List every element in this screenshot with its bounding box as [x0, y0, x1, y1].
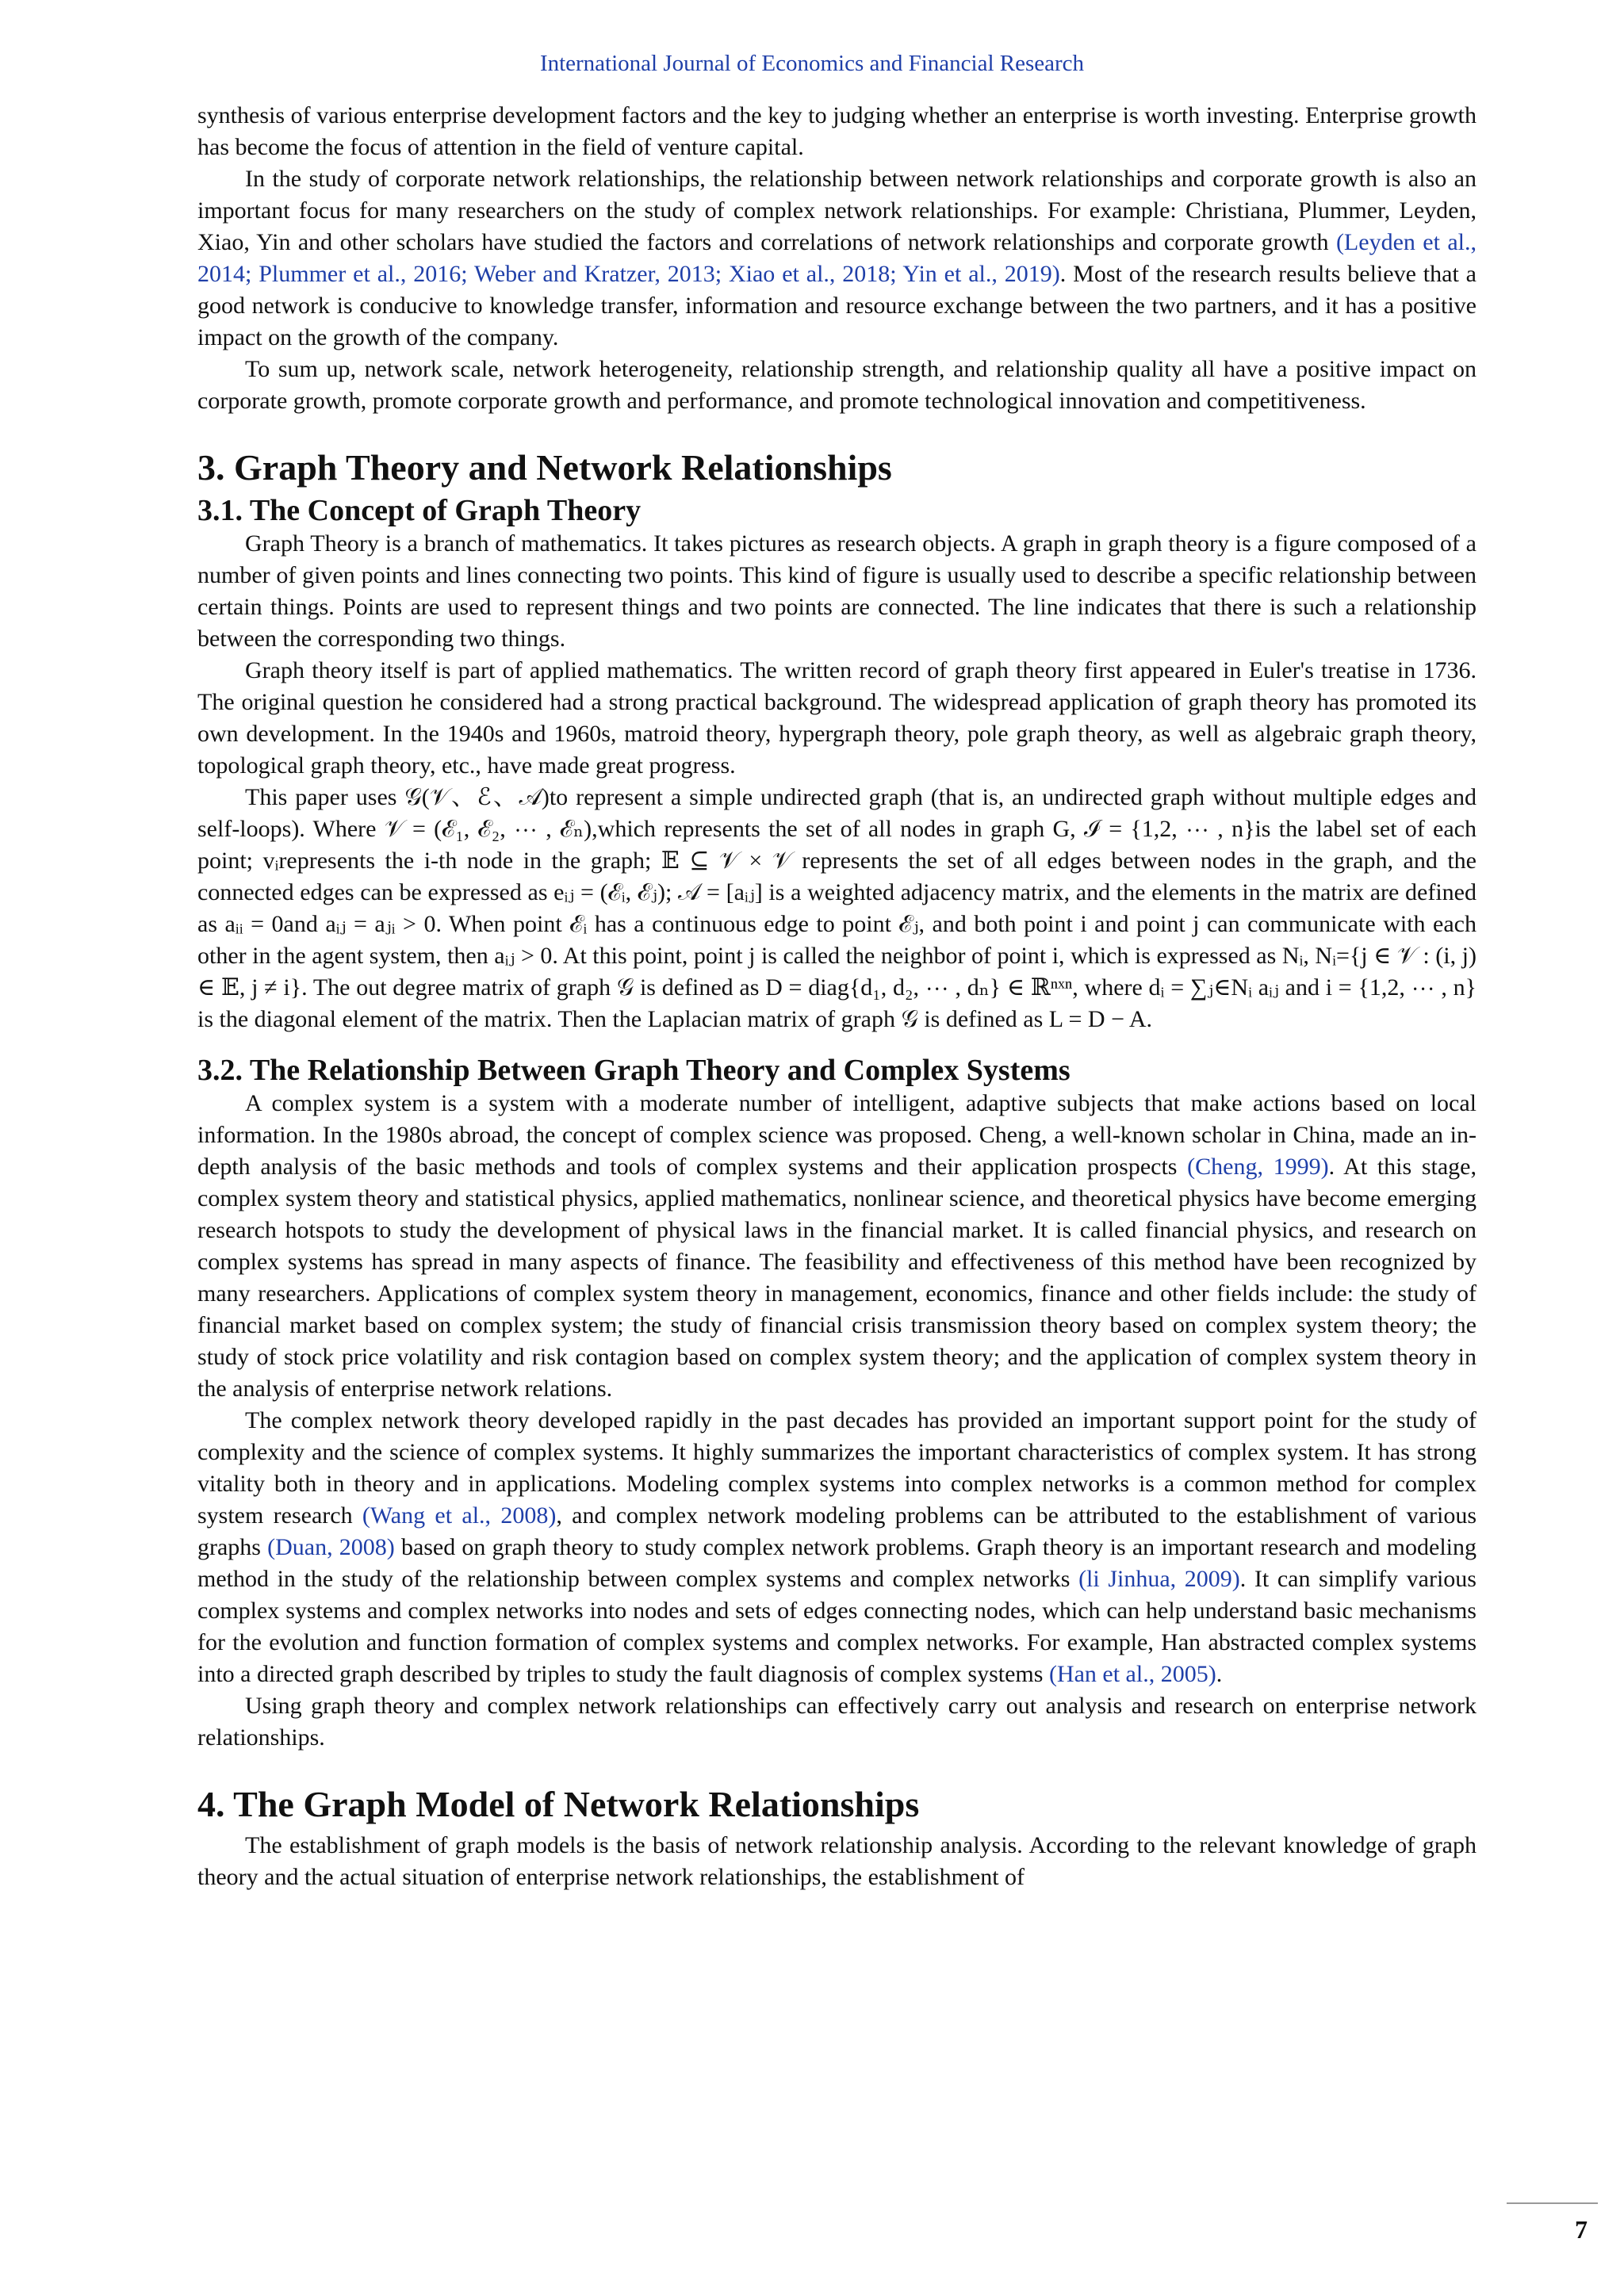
text-run: , and complex network modeling problems can be attributed to the establishment of various graphs — [197, 1502, 1477, 1560]
subsection-heading-3-2: 3.2. The Relationship Between Graph Theory and Complex Systems — [197, 1054, 1071, 1087]
citation-link[interactable]: (Duan, 2008) — [267, 1534, 395, 1560]
text-run: based on graph theory to study complex network problems. Graph theory is an important research and modeling method in the study of the relationship between complex systems and complex networks — [197, 1534, 1477, 1592]
citation-link[interactable]: (li Jinhua, 2009) — [1078, 1566, 1240, 1592]
footer-rule — [1507, 2202, 1598, 2204]
text-run: The complex network theory developed rapidly in the past decades has provided an important support point for the study of complexity and the science of complex systems. It highly summarizes the important characteristics of complex system. It has strong vitality both in theory and in applications. Modeling complex systems into complex networks is a common method for complex system research — [197, 1407, 1477, 1529]
text-run: A complex system is a system with a moderate number of intelligent, adaptive subjects that make actions based on local information. In the 1980s abroad, the concept of complex science was proposed. Cheng, a well-known scholar in China, made an in-depth analysis of the basic methods and tools of complex systems and their application prospects — [197, 1090, 1477, 1180]
paragraph-3-2-2 — [197, 1405, 1477, 1690]
journal-header: International Journal of Economics and Financial Research — [539, 51, 1085, 76]
text-run: . Most of the research results believe that a good network is conducive to knowledge transfer, information and resource exchange between the two partners, and it has a positive impact on the growth of the company. — [197, 261, 1477, 350]
text-run: . At this stage, complex system theory and statistical physics, applied mathematics, nonlinear science, and theoretical physics have become emerging research hotspots to study the development of physical laws in the financial market. It is called financial physics, and research on complex systems has spread in many aspects of finance. The feasibility and effectiveness of this method have been recognized by many researchers. Applications of complex system theory in management, economics, finance and other fields include: the study of financial market based on complex system; the study of financial crisis transmission theory based on complex system theory; the study of stock price volatility and risk contagion based on complex system theory; and the application of complex system theory in the analysis of enterprise network relations. — [197, 1154, 1477, 1402]
text-run: In the study of corporate network relationships, the relationship between network relationships and corporate growth is also an important focus for many researchers on the study of complex network relationships. For example: Christiana, Plummer, Leyden, Xiao, Yin and other scholars have studied the factors and correlations of network relationships and corporate growth — [197, 166, 1477, 255]
paragraph-intro-2 — [197, 163, 1477, 354]
text-run: . — [1216, 1661, 1223, 1687]
citation-link[interactable]: (Han et al., 2005) — [1048, 1661, 1216, 1687]
citation-link[interactable]: (Cheng, 1999) — [1187, 1154, 1329, 1180]
paragraph-intro-1: synthesis of various enterprise development factors and the key to judging whether an enterprise is worth investing. Enterprise growth has become the focus of attention in the field of venture capital. — [197, 102, 1477, 160]
paragraph-3-1-3: This paper uses 𝒢(𝒱、ℰ、𝒜)to represent a simple undirected graph (that is, an undirected graph without multiple edges and self-loops). Where 𝒱 = (ℰ₁, ℰ₂, ⋯ , ℰₙ),which represents the set of all nodes in graph G, ℐ = {1,2, ⋯ , n}is the label set of each point; vᵢrepresents the i-th node in the graph; 𝔼 ⊆ 𝒱 × 𝒱 represents the set of all edges between nodes in the graph, and the connected edges can be expressed as eᵢⱼ = (ℰᵢ, ℰⱼ); 𝒜 = [aᵢⱼ] is a weighted adjacency matrix, and the elements in the matrix are defined as aᵢᵢ = 0and aᵢⱼ = aⱼᵢ > 0. When point ℰᵢ has a continuous edge to point ℰⱼ, and both point i and point j can communicate with each other in the agent system, then aᵢⱼ > 0. At this point, point j is called the neighbor of point i, which is expressed as Nᵢ, Nᵢ={j ∈ 𝒱 : (i, j) ∈ 𝔼, j ≠ i}. The out degree matrix of graph 𝒢 is defined as D = diag{d₁, d₂, ⋯ , dₙ} ∈ ℝⁿˣⁿ, where dᵢ = ∑ⱼ∈Nᵢ aᵢⱼ and i = {1,2, ⋯ , n} is the diagonal element of the matrix. Then the Laplacian matrix of graph 𝒢 is defined as L = D − A. — [197, 784, 1477, 1032]
paragraph-3-2-1 — [197, 1088, 1477, 1405]
paragraph-3-1-1: Graph Theory is a branch of mathematics. It takes pictures as research objects. A graph in graph theory is a figure composed of a number of given points and lines connecting two points. This kind of figure is usually used to describe a specific relationship between certain things. Points are used to represent things and two points are connected. The line indicates that there is such a relationship between the corresponding two things. — [197, 530, 1477, 652]
paragraph-intro-3: To sum up, network scale, network heterogeneity, relationship strength, and relationship quality all have a positive impact on corporate growth, promote corporate growth and performance, and promote technological innovation and competitiveness. — [197, 356, 1477, 414]
citation-link[interactable]: (Leyden et al., 2014; Plummer et al., 2016; Weber and Kratzer, 2013; Xiao et al., 2018; Yin et al., 2019) — [197, 229, 1477, 287]
paragraph-3-2-3: Using graph theory and complex network relationships can effectively carry out analysis and research on enterprise network relationships. — [197, 1693, 1477, 1751]
page-number: 7 — [1575, 2215, 1588, 2244]
text-run: . It can simplify various complex systems and complex networks into nodes and sets of edges connecting nodes, which can help understand basic mechanisms for the evolution and function formation of complex systems and complex networks. For example, Han abstracted complex systems into a directed graph described by triples to study the fault diagnosis of complex systems — [197, 1566, 1477, 1687]
citation-link[interactable]: (Wang et al., 2008) — [362, 1502, 557, 1529]
section-heading-3: 3. Graph Theory and Network Relationships — [197, 447, 892, 488]
subsection-heading-3-1: 3.1. The Concept of Graph Theory — [197, 494, 642, 527]
article-body — [197, 100, 1477, 1893]
section-heading-4: 4. The Graph Model of Network Relationships — [197, 1784, 920, 1824]
paragraph-4-1: The establishment of graph models is the basis of network relationship analysis. According to the relevant knowledge of graph theory and the actual situation of enterprise network relationships, the establishment of — [197, 1832, 1477, 1890]
paragraph-3-1-2: Graph theory itself is part of applied mathematics. The written record of graph theory first appeared in Euler's treatise in 1736. The original question he considered had a strong practical background. The widespread application of graph theory has promoted its own development. In the 1940s and 1960s, matroid theory, hypergraph theory, pole graph theory, as well as algebraic graph theory, topological graph theory, etc., have made great progress. — [197, 657, 1477, 779]
